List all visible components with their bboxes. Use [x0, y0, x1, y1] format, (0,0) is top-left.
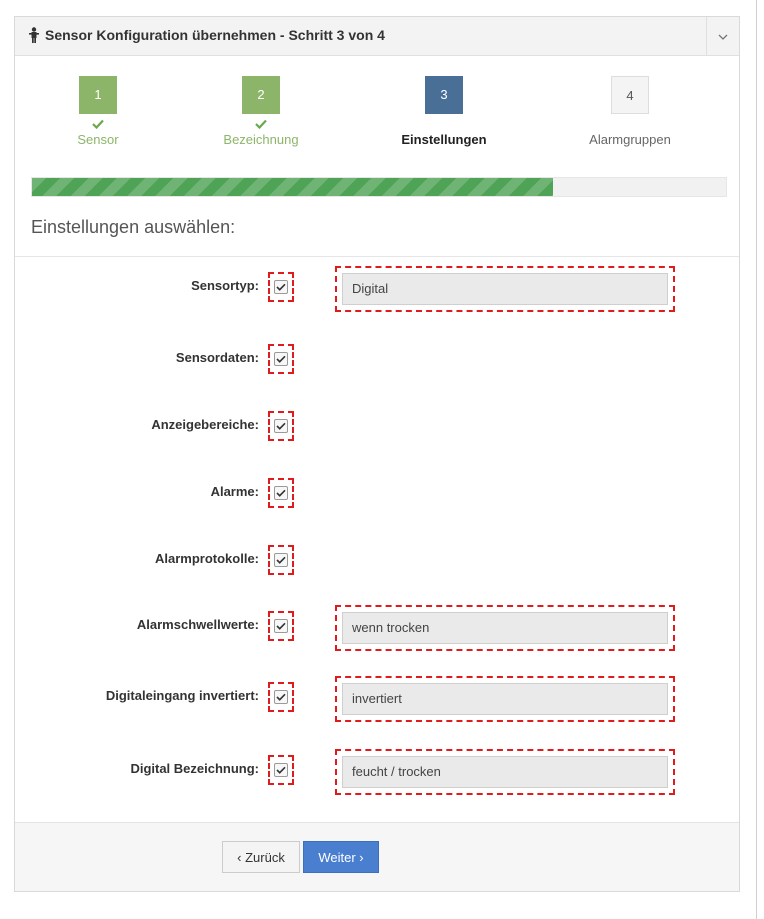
wizard-step-4[interactable]	[560, 76, 700, 147]
settings-row-sensordaten	[15, 338, 739, 382]
highlight-box	[335, 266, 675, 312]
value-field[interactable]: wenn trocken	[342, 612, 668, 644]
settings-row-digital-bezeichnung	[15, 749, 739, 793]
config-panel	[14, 16, 740, 892]
step-number-box: 2	[242, 76, 280, 114]
settings-row-anzeigebereiche	[15, 405, 739, 449]
collapse-button[interactable]	[706, 17, 739, 55]
highlight-box	[268, 682, 294, 712]
highlight-box	[268, 478, 294, 508]
step-label: Alarmgruppen	[589, 132, 671, 147]
highlight-box	[268, 344, 294, 374]
wizard-footer	[15, 822, 739, 891]
row-label: Alarme:	[210, 484, 259, 499]
step-number-box: 1	[79, 76, 117, 114]
highlight-box	[268, 545, 294, 575]
highlight-box	[335, 605, 675, 651]
checkbox[interactable]	[274, 280, 288, 294]
sensor-person-icon	[27, 27, 41, 43]
next-button[interactable]: Weiter ›	[303, 841, 379, 873]
checkbox[interactable]	[274, 619, 288, 633]
panel-header	[15, 17, 739, 56]
checkbox[interactable]	[274, 763, 288, 777]
checkbox[interactable]	[274, 352, 288, 366]
row-label: Alarmschwellwerte:	[136, 617, 259, 632]
highlight-box	[268, 755, 294, 785]
panel-title: Sensor Konfiguration übernehmen - Schritt 3 von 4	[45, 27, 385, 43]
checkbox[interactable]	[274, 690, 288, 704]
settings-row-sensortyp	[15, 266, 739, 310]
checkmark-icon	[276, 622, 286, 630]
highlight-box	[268, 611, 294, 641]
checkmark-icon	[191, 116, 331, 130]
settings-row-alarme	[15, 472, 739, 516]
checkbox[interactable]	[274, 419, 288, 433]
settings-row-alarmprotokolle	[15, 539, 739, 583]
window-edge	[756, 0, 764, 919]
settings-row-digitaleingang-invertiert	[15, 676, 739, 720]
progress-bar-fill	[32, 178, 553, 196]
row-label: Digital Bezeichnung:	[130, 761, 259, 776]
row-label: Sensortyp:	[191, 278, 259, 293]
step-label: Sensor	[77, 132, 119, 147]
checkmark-icon	[28, 116, 168, 130]
checkbox[interactable]	[274, 486, 288, 500]
highlight-box	[335, 676, 675, 722]
highlight-box	[335, 749, 675, 795]
back-button[interactable]: ‹ Zurück	[222, 841, 300, 873]
wizard-step-1[interactable]	[28, 76, 168, 147]
value-field[interactable]: feucht / trocken	[342, 756, 668, 788]
step-label: Bezeichnung	[223, 132, 299, 147]
row-label: Digitaleingang invertiert:	[105, 688, 259, 703]
settings-row-alarmschwellwerte	[15, 605, 739, 649]
progress-bar	[31, 177, 727, 197]
checkmark-icon	[276, 355, 286, 363]
checkmark-icon	[276, 422, 286, 430]
section-title: Einstellungen auswählen:	[31, 217, 236, 237]
row-label: Sensordaten:	[175, 350, 259, 365]
row-label: Alarmprotokolle:	[154, 551, 259, 566]
highlight-box	[268, 411, 294, 441]
checkmark-icon	[276, 556, 286, 564]
chevron-down-icon	[718, 27, 728, 45]
step-label: Einstellungen	[401, 132, 487, 147]
checkmark-icon	[276, 766, 286, 774]
divider	[15, 256, 739, 257]
wizard-step-3[interactable]	[374, 76, 514, 147]
step-number-box: 4	[611, 76, 649, 114]
checkmark-icon	[276, 283, 286, 291]
highlight-box	[268, 272, 294, 302]
checkmark-icon	[276, 693, 286, 701]
checkmark-icon	[276, 489, 286, 497]
value-field[interactable]: invertiert	[342, 683, 668, 715]
checkbox[interactable]	[274, 553, 288, 567]
value-field[interactable]: Digital	[342, 273, 668, 305]
wizard-step-2[interactable]	[191, 76, 331, 147]
step-number-box: 3	[425, 76, 463, 114]
row-label: Anzeigebereiche:	[151, 417, 259, 432]
